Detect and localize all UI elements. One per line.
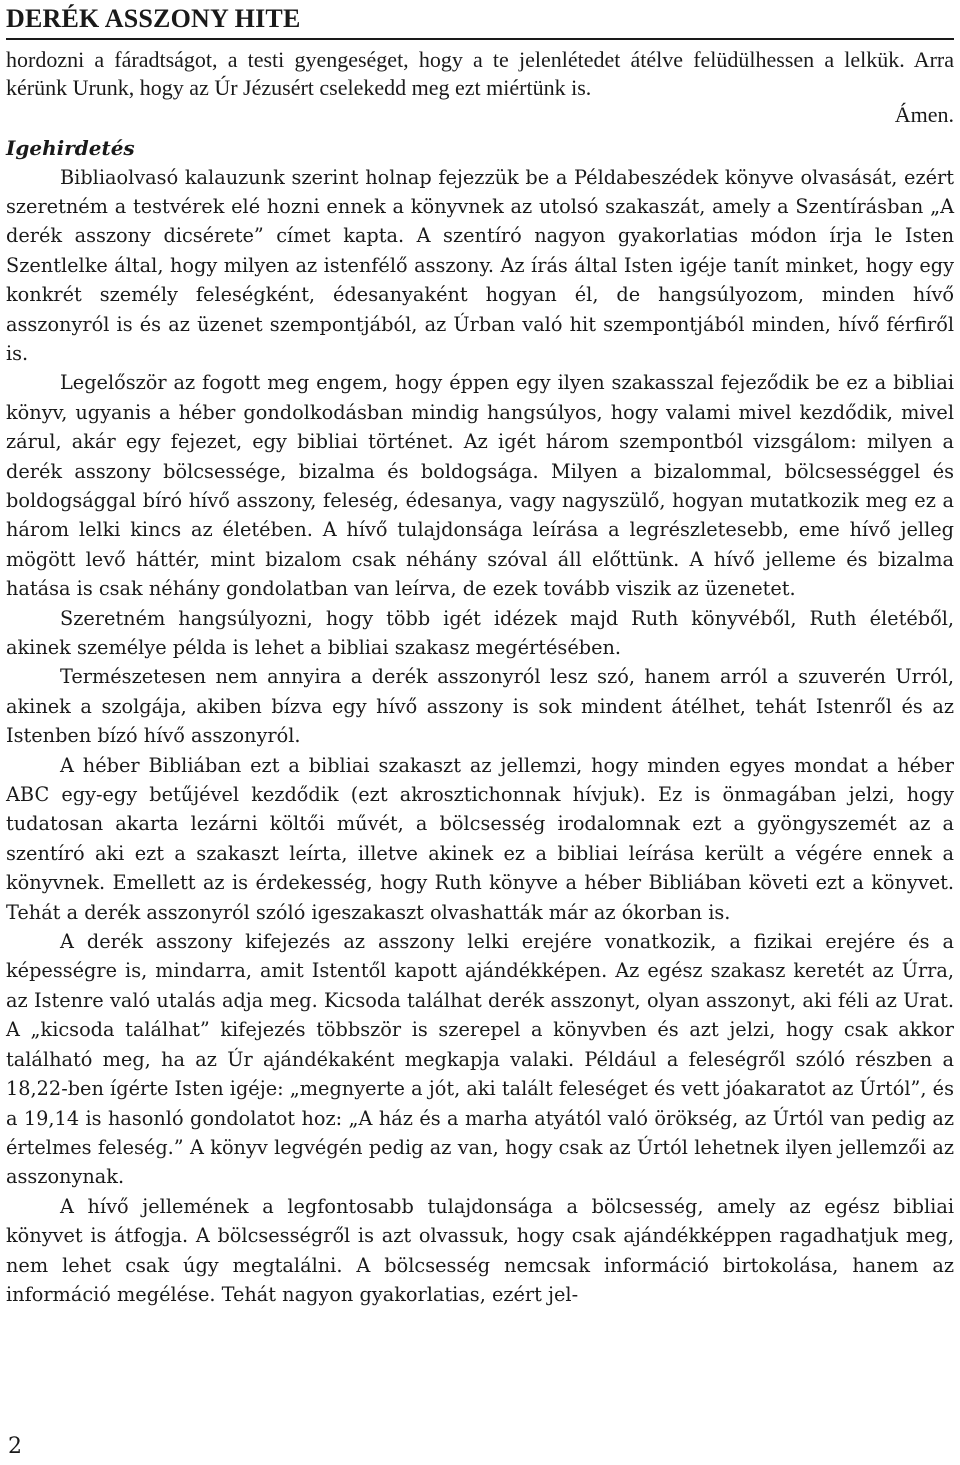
opening-paragraph: hordozni a fáradtságot, a testi gyengeséget, hogy a te jelenlétedet átélve felüdülhessen a lelkük. Arra kérünk Urunk, hogy az Úr Jézusért cselekedd meg ezt miértünk is. xyxy=(6,47,954,100)
header-divider xyxy=(6,38,954,40)
paragraph-6: A derék asszony kifejezés az asszony lelki erejére vonatkozik, a fizikai erejére és a képességre is, mindarra, amit Istentől kapott ajándékképen. Az egész szakasz keretét az Úrra, az Istenre való utalás adja meg. Kicsoda találhat derék asszonyt, olyan asszonyt, aki féli az Urat. A „kicsoda találhat” kifejezés többször is szerepel a könyvben és azt jelzi, hogy csak akkor található meg, ha az Úr ajándékaként megkapja valaki. Például a feleségről szóló részben a 18,22-ben ígérte Isten igéje: „megnyerte a jót, aki talált feleséget és vett jóakaratot az Úrtól”, és a 19,14 is hasonló gondolatot hoz: „A ház és a marha atyától való örökség, az Úrtól van pedig az értelmes feleség.” A könyv legvégén pedig az van, hogy csak az Úrtól lehetnek ilyen jellemzői az asszonynak. xyxy=(6,930,954,1189)
paragraph-2: Legelőször az fogott meg engem, hogy éppen egy ilyen szakasszal fejeződik be ez a bibliai könyv, ugyanis a héber gondolkodásban mindig hangsúlyos, hogy valami mivel kezdődik, mivel zárul, akár egy fejezet, egy bibliai történet. Az igét három szempontból vizsgálom: milyen a derék asszony bölcsessége, bizalma és boldogsága. Milyen a bizalommal, bölcsességgel és boldogsággal bíró hívő asszony, feleség, édesanya, vagy nagyszülő, hogyan mutatkozik meg ez a három lelki kincs az életében. A hívő tulajdonsága leírása a legrészletesebb, eme hívő jelleg mögött levő háttér, mint bizalom csak néhány szóval áll előttünk. A hívő jelleme és bizalma hatása is csak néhány gondolatban van leírva, de ezek tovább viszik az üzenetet. xyxy=(6,371,954,601)
paragraph-3: Szeretném hangsúlyozni, hogy több igét idézek majd Ruth könyvéből, Ruth életéből, akinek személye példa is lehet a bibliai szakasz megértésében. xyxy=(6,606,954,659)
paragraph-4: Természetesen nem annyira a derék asszonyról lesz szó, hanem arról a szuverén Urról, akinek a szolgája, akiben bízva egy hívő asszony is sok mindent átélhet, tehát Istenről és az Istenben bízó hívő asszonyról. xyxy=(6,665,954,748)
page-number: 2 xyxy=(8,1434,22,1459)
running-header-title: DERÉK ASSZONY HITE xyxy=(6,4,301,33)
document-page xyxy=(6,0,954,1465)
section-heading: Igehirdetés xyxy=(6,135,135,160)
amen-line: Ámen. xyxy=(894,102,954,127)
document-body xyxy=(6,46,954,1309)
paragraph-1: Bibliaolvasó kalauzunk szerint holnap fejezzük be a Példabeszédek könyve olvasását, ezért szeretném a testvérek elé hozni ennek a könyvnek az utolsó szakaszát, amely a Szentírásban „A derék asszony dicsérete” címet kapta. A szentíró nagyon gyakorlatias módon írja le Isten Szentlelke által, hogy milyen az istenfélő asszony. Az írás által Isten igéje tanít minket, hogy egy konkrét személy feleségként, édesanyaként hogyan él, de hangsúlyozom, minden hívő asszonyról is és az üzenet szempontjából, az Úrban való hit szempontjából minden, hívő férfiről is. xyxy=(6,165,954,365)
paragraph-7: A hívő jellemének a legfontosabb tulajdonsága a bölcsesség, amely az egész bibliai könyvet is átfogja. A bölcsességről is azt olvassuk, hogy csak ajándékképpen ragadhatjuk meg, nem lehet csak úgy megtalálni. A bölcsesség nemcsak információ birtokolása, hanem az információ megélése. Tehát nagyon gyakorlatias, ezért jel- xyxy=(6,1194,954,1306)
paragraph-5: A héber Bibliában ezt a bibliai szakaszt az jellemzi, hogy minden egyes mondat a héber ABC egy-egy betűjével kezdődik (ezt akrosztichonnak hívjuk). Ez is önmagában jelzi, hogy tudatosan akarta lezárni költői művét, a bölcsesség irodalomnak ezt a gyöngyszemét az a szentíró aki ezt a szakaszt leírta, illetve akinek ez a bibliai leírása került a végére ennek a könyvnek. Emellett az is érdekesség, hogy Ruth könyve a héber Bibliában követi ezt a könyvet. Tehát a derék asszonyról szóló igeszakaszt olvashatták már az ókorban is. xyxy=(6,753,954,924)
